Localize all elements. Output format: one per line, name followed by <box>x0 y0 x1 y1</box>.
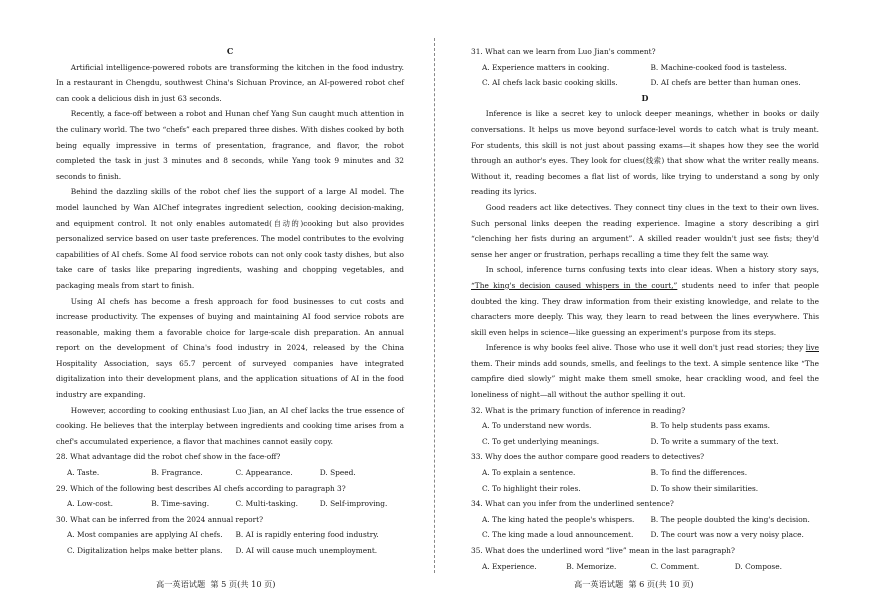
left-column <box>56 44 404 559</box>
options-row <box>471 418 819 434</box>
option-b: B. Machine-cooked food is tasteless. <box>650 62 787 72</box>
right-column <box>471 44 819 574</box>
option-c: C. Digitalization helps make better plans. <box>67 546 223 555</box>
question-stem: 29. Which of the following best describes AI chefs according to paragraph 3? <box>56 483 346 493</box>
paragraph-text: Inference is why books feel alive. Those who use it well don't just read stories; they <box>485 343 806 353</box>
option-c: C. To highlight their roles. <box>482 483 581 493</box>
passage-d-paragraph-4 <box>471 340 819 402</box>
paragraph-text: students need to infer that people doubted the king. They draw information from their existing knowledge, and relate to the characters more deeply. This way, they learn to read between the lines everywhere. This skill even helps in science—like guessing an experiment's purpose from its steps. <box>471 280 819 337</box>
options-row <box>471 465 819 481</box>
option-b: B. Fragrance. <box>151 468 203 478</box>
options-row <box>471 527 819 543</box>
options-row <box>56 527 404 543</box>
option-d: D. Compose. <box>734 561 782 571</box>
question-28 <box>56 449 404 480</box>
question-stem: 32. What is the primary function of inference in reading? <box>471 405 686 415</box>
question-stem: 30. What can be inferred from the 2024 annual report? <box>56 514 264 524</box>
option-a: A. Experience. <box>482 561 537 571</box>
option-d: D. To show their similarities. <box>650 483 759 493</box>
option-d: D. The court was now a very noisy place. <box>650 530 804 540</box>
option-c: C. Multi-tasking. <box>235 499 298 509</box>
options-row <box>471 434 819 450</box>
options-row <box>471 60 819 76</box>
question-35 <box>471 543 819 574</box>
options-row <box>471 512 819 528</box>
passage-c-paragraph-1: Artificial intelligence-powered robots are transforming the kitchen in the food industry. In a restaurant in Chengdu, southwest China's Sichuan Province, an AI-powered robot chef can cook a delicious dish in just 63 seconds. <box>56 62 404 103</box>
page-footer-right <box>574 579 694 590</box>
passage-d-paragraph-2: Good readers act like detectives. They connect tiny clues in the text to their own lives. Such personal links deepen the reading experience. Imagine a story describing a girl “clenching her fists during an argument”. A skilled reader wouldn't just see fists; they'd sense her anger or frustration, perhaps recalling a time they felt the same way. <box>471 202 819 259</box>
option-d: D. Self-improving. <box>319 499 388 509</box>
option-d: D. Speed. <box>319 468 356 478</box>
option-a: A. Taste. <box>67 468 100 478</box>
options-row <box>471 481 819 497</box>
option-c: C. The king made a loud announcement. <box>482 530 634 540</box>
options-row <box>56 465 404 481</box>
passage-c-paragraph-3: Behind the dazzling skills of the robot chef lies the support of a large AI model. The model launched by Wan AIChef integrates ingredient selection, cooking decision-making, and equipment control. It not only enables automated(自动的)cooking but also provides personalized service based on user taste preferences. The model contributes to the evolving capabilities of AI chefs. Some AI food service robots can not only cook tasty dishes, but also take care of tasks like preparing ingredients, washing and chopping vegetables, and packaging meals from start to finish. <box>56 187 404 290</box>
option-a: A. To explain a sentence. <box>482 468 576 478</box>
section-d-heading: D <box>641 92 649 103</box>
option-b: B. To find the differences. <box>650 468 748 478</box>
question-33 <box>471 449 819 496</box>
option-c: C. Comment. <box>650 561 700 571</box>
option-a: A. Experience matters in cooking. <box>482 62 610 72</box>
options-row <box>56 543 404 559</box>
question-32 <box>471 403 819 450</box>
option-a: A. To understand new words. <box>482 421 592 431</box>
option-a: A. Most companies are applying AI chefs. <box>67 530 223 540</box>
option-b: B. The people doubted the king's decision. <box>650 514 810 524</box>
options-row <box>471 559 819 575</box>
option-c: C. AI chefs lack basic cooking skills. <box>482 78 618 88</box>
option-b: B. Memorize. <box>566 561 617 571</box>
options-row <box>56 496 404 512</box>
underlined-sentence: “The king's decision caused whispers in the court,” <box>471 280 678 290</box>
column-divider <box>434 38 435 573</box>
option-d: D. AI will cause much unemployment. <box>235 546 378 555</box>
option-b: B. AI is rapidly entering food industry. <box>235 530 379 540</box>
passage-c-paragraph-5: However, according to cooking enthusiast Luo Jian, an AI chef lacks the true essence of cooking. He believes that the interplay between ingredients and cooking time arises from a chef's accumulated experience, a flavor that machines cannot easily copy. <box>56 405 404 446</box>
option-d: D. AI chefs are better than human ones. <box>650 78 801 88</box>
question-stem: 28. What advantage did the robot chef show in the face-off? <box>56 452 281 462</box>
question-stem: 35. What does the underlined word “live” mean in the last paragraph? <box>471 546 735 555</box>
question-stem: 31. What can we learn from Luo Jian's comment? <box>471 47 656 56</box>
page-footer-left <box>156 579 276 590</box>
passage-c-paragraph-2: Recently, a face-off between a robot and Hunan chef Yang Sun caught much attention in the culinary world. The two “chefs” each prepared three dishes. With dishes cooked by both being equally impressive in terms of presentation, fragrance, and flavor, the robot completed the task in just 3 minutes and 8 seconds, while Yang took 9 minutes and 32 seconds to finish. <box>56 109 404 181</box>
option-b: B. Time-saving. <box>151 499 210 509</box>
option-b: B. To help students pass exams. <box>650 421 771 431</box>
option-c: C. To get underlying meanings. <box>482 436 600 446</box>
paragraph-text: In school, inference turns confusing texts into clear ideas. When a history story says, <box>485 265 819 275</box>
passage-d-paragraph-1: Inference is like a secret key to unlock deeper meanings, whether in books or daily conversations. It helps us move beyond surface-level words to catch what is truly meant. For students, this skill is not just about passing exams—it shapes how they see the world through an author's eyes. They look for clues(线索) that show what the writer really means. Without it, reading becomes a flat list of words, like trying to understand a song by only reading its lyrics. <box>471 109 819 197</box>
paragraph-text: them. Their minds add sounds, smells, and feelings to the text. A simple sentence like “The campfire died slowly” might make them smell smoke, hear crackling wood, and feel the loneliness of night—all without the author spelling it out. <box>471 358 819 400</box>
question-31 <box>471 44 819 91</box>
options-row <box>471 75 819 91</box>
passage-c-paragraph-4: Using AI chefs has become a fresh approach for food businesses to cut costs and increase productivity. The expenses of buying and maintaining AI food service robots are reasonable, making them a favorable choice for large-scale dish preparation. An annual report on the development of China's food industry in 2024, released by the China Hospitality Association, says 65.7 percent of surveyed companies have integrated digitalization into their development plans, and the application situations of AI in the food industry are expanding. <box>56 296 404 400</box>
question-stem: 33. Why does the author compare good readers to detectives? <box>471 452 705 462</box>
underlined-word: live <box>805 343 819 353</box>
option-a: A. The king hated the people's whispers. <box>482 514 635 524</box>
footer-text: 高一英语试题 第 6 页(共 10 页) <box>574 579 694 589</box>
question-29 <box>56 481 404 512</box>
option-d: D. To write a summary of the text. <box>650 436 779 446</box>
section-c-heading: C <box>226 46 234 56</box>
question-stem: 34. What can you infer from the underlined sentence? <box>471 499 674 509</box>
question-30 <box>56 512 404 559</box>
option-c: C. Appearance. <box>235 468 293 478</box>
footer-text: 高一英语试题 第 5 页(共 10 页) <box>156 579 276 589</box>
option-a: A. Low-cost. <box>67 499 113 509</box>
passage-d-paragraph-3 <box>471 262 819 340</box>
question-34 <box>471 496 819 543</box>
